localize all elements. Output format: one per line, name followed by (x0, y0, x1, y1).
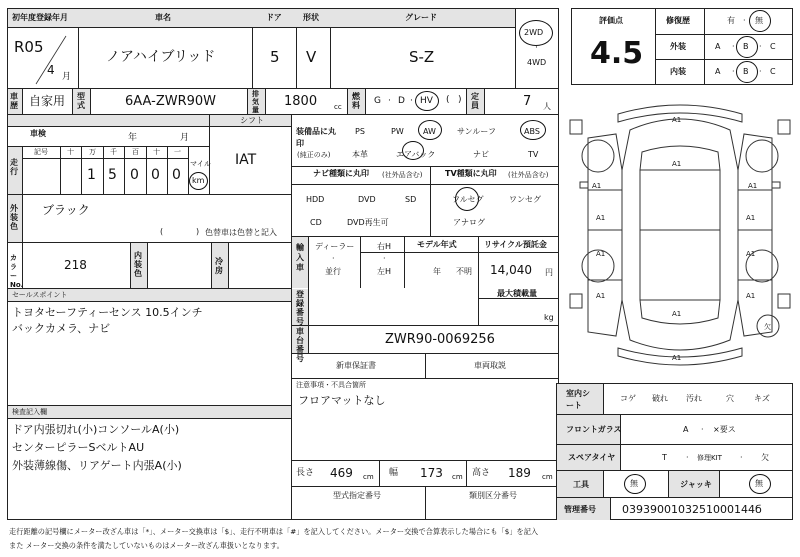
model-label: 型式 (77, 92, 85, 110)
mark-right-door-1: A1 (746, 214, 756, 222)
score-label: 評価点 (599, 16, 623, 25)
chassis-value: ZWR90-0069256 (385, 332, 495, 347)
fuel-paren-close: ) (458, 95, 462, 105)
interior-sheet-item-2: 汚れ (686, 394, 702, 403)
width-label: 幅 (389, 468, 399, 478)
exterior-dot-1: · (732, 42, 735, 51)
equipment-sublabel: (純正のみ) (297, 151, 331, 159)
recycle-yen: 円 (545, 268, 553, 277)
interior-a: A (715, 67, 721, 76)
mileage-header-1: 万 (89, 148, 96, 156)
door-value: 5 (270, 48, 280, 66)
interior-sheet-item-1: 破れ (652, 394, 668, 403)
manual-label: 車両取説 (474, 361, 506, 370)
type-label: 型式指定番号 (333, 491, 381, 500)
mark-left-rear: A1 (596, 292, 606, 300)
mileage-digit-0: 1 (87, 167, 96, 183)
displacement-value: 1800 (284, 94, 318, 109)
shape-value: V (306, 48, 317, 66)
mark-left-front: A1 (592, 182, 602, 190)
mark-right-door-2: A1 (746, 250, 756, 258)
windshield-a: A (683, 425, 689, 434)
first-reg-era-year: R05 (14, 38, 44, 56)
sales-line-1: トヨタセーフティーセンス 10.5インチ (12, 306, 203, 319)
mileage-digit-1: 5 (108, 167, 117, 183)
jack-label: ジャッキ (680, 480, 712, 489)
mileage-header-2: 千 (110, 148, 117, 156)
car-name-value: ノアハイブリッド (106, 49, 216, 65)
nav-label: ナビ種類に丸印 (313, 169, 369, 178)
shape-label: 形状 (303, 13, 319, 22)
capacity-unit: 人 (543, 102, 551, 111)
mileage-digit-4: 0 (172, 167, 181, 183)
tools-label: 工具 (573, 480, 589, 489)
footer-line-1: 走行距離の記号欄にメーター改ざん車は「*」、メーター交換車は「$」、走行不明車は「#」を記入してください。メーター交換で合算表示した場合にも「$」を記入 (9, 527, 539, 536)
inspection-label: 車検 (30, 129, 46, 138)
fuel-hv: HV (420, 96, 433, 106)
mgmt-value: 0393900103251000144б (622, 503, 762, 516)
fuel-label: 燃料 (352, 92, 360, 110)
import-right-h: 右H (377, 242, 392, 251)
fuel-dot-1: · (388, 96, 391, 106)
equip-leather: 本革 (352, 150, 368, 159)
model-value: 6AA-ZWR90W (125, 94, 217, 109)
windshield-label: フロントガラス (566, 425, 622, 434)
mileage-digit-2: 0 (130, 167, 139, 183)
import-dealer: ディーラー (315, 242, 355, 251)
inspector-line-2: センターピラーSベルトAU (12, 441, 145, 454)
spare-kit: 修理KIT (697, 454, 722, 462)
shift-label: シフト (240, 116, 264, 125)
mark-rear-gate: A1 (672, 310, 682, 318)
drive-4wd: 4WD (527, 58, 547, 67)
height-unit: cm (542, 473, 553, 481)
color-note: 色替車は色替と記入 (205, 228, 277, 237)
mark-right-rear: A1 (746, 292, 756, 300)
equip-aw: AW (423, 127, 436, 136)
repair-yes: 有 (727, 16, 735, 25)
mile-label: マイル (190, 160, 211, 168)
exterior-a: A (715, 42, 721, 51)
import-left-h: 左H (377, 267, 392, 276)
width-unit: cm (452, 473, 463, 481)
windshield-dot: · (701, 425, 704, 434)
interior-sheet-label: 室内シート (566, 389, 590, 410)
drive-2wd: 2WD (524, 28, 544, 37)
usage-label: 車歴 (10, 92, 18, 110)
jack-value: 無 (755, 479, 763, 488)
inspector-label: 検査記入欄 (12, 408, 47, 416)
nav-cd: CD (310, 218, 322, 227)
mileage-header-4: 十 (153, 148, 160, 156)
drive-dot: · (535, 43, 538, 53)
km-label: km (192, 176, 205, 185)
spare-dot-1: · (686, 453, 689, 462)
fuel-d: D (398, 96, 405, 106)
tv-note: (社外品含む) (508, 171, 549, 179)
mark-hood: A1 (672, 160, 682, 168)
height-label: 高さ (472, 468, 491, 478)
nav-dvd: DVD (358, 195, 376, 204)
mark-missing: 欠 (764, 323, 771, 331)
width-value: 173 (420, 466, 443, 480)
interior-sheet-item-4: キズ (754, 394, 770, 403)
model-year-label: モデル年式 (417, 240, 457, 249)
nav-dvd-play: DVD再生可 (347, 218, 389, 227)
capacity-label: 定員 (471, 92, 479, 110)
equip-airbag-circle (402, 141, 424, 160)
model-year-unknown: 不明 (456, 267, 472, 276)
import-parallel: 並行 (325, 267, 341, 276)
exterior-dot-2: · (759, 42, 762, 51)
color-paren-open: ( (160, 227, 164, 236)
interior-sheet-item-0: コゲ (620, 394, 636, 403)
first-reg-month-num: 4 (47, 63, 55, 77)
interior-color-label: 内装色 (134, 251, 142, 278)
nav-note: (社外品含む) (382, 171, 423, 179)
repair-label: 修復歴 (666, 16, 690, 25)
inspector-line-3: 外装薄線傷、リアゲート内張A(小) (12, 459, 182, 472)
color-value: ブラック (42, 203, 90, 217)
mileage-header-0: 十 (67, 148, 74, 156)
length-label: 長さ (296, 468, 315, 478)
mark-left-door-2: A1 (596, 250, 606, 258)
import-dot-2: · (383, 254, 386, 263)
first-reg-label: 初年度登録年月 (12, 13, 68, 22)
nav-sd: SD (405, 195, 417, 204)
mileage-header-3: 百 (132, 148, 139, 156)
equip-tv: TV (528, 150, 539, 159)
capacity-value: 7 (523, 94, 532, 109)
mark-left-door-1: A1 (596, 214, 606, 222)
door-label: ドア (266, 13, 282, 22)
equip-sunroof: サンルーフ (457, 127, 496, 136)
interior-dot-2: · (759, 67, 762, 76)
color-paren-close: ) (196, 227, 200, 236)
exterior-label: 外装 (670, 42, 686, 51)
color-code-value: 218 (64, 258, 87, 272)
equip-navi: ナビ (473, 150, 489, 159)
caution-label: 注意事項・不具合箇所 (296, 381, 366, 389)
tv-label: TV種類に丸印 (445, 169, 497, 178)
spare-label: スペアタイヤ (568, 453, 616, 462)
mgmt-label: 管理番号 (564, 505, 596, 514)
car-damage-diagram (560, 90, 800, 380)
interior-b: B (743, 67, 749, 76)
tv-oneseg: ワンセグ (509, 195, 541, 204)
interior-sheet-item-3: 穴 (726, 394, 734, 403)
color-label: 外装色 (10, 204, 18, 231)
windshield-replace: ×要ス (713, 425, 736, 434)
recycle-label: リサイクル預託金 (484, 240, 547, 249)
equip-abs: ABS (524, 127, 540, 136)
score-value: 4.5 (590, 36, 644, 71)
shift-value: IAT (235, 152, 257, 168)
mileage-header-5: 一 (174, 148, 181, 156)
caution-value: フロアマットなし (298, 394, 386, 407)
inspection-year-unit: 年 (128, 133, 138, 143)
sales-points-label: セールスポイント (12, 291, 68, 299)
repair-no: 無 (755, 16, 763, 25)
import-dot-1: · (332, 254, 335, 263)
tv-analog: アナログ (453, 218, 485, 227)
mark-front-bumper: A1 (672, 116, 682, 124)
car-name-label: 車名 (155, 13, 171, 22)
usage-value: 自家用 (29, 94, 66, 108)
regist-label: 登録番号 (296, 290, 304, 326)
interior-c: C (770, 67, 776, 76)
repair-dot: · (743, 16, 746, 25)
tools-value: 無 (630, 479, 638, 488)
nav-hdd: HDD (306, 195, 325, 204)
model-year-unit: 年 (433, 267, 441, 276)
max-load-kg: kg (544, 313, 554, 322)
inspection-month-unit: 月 (180, 133, 190, 143)
exterior-c: C (770, 42, 776, 51)
spare-t: T (662, 453, 667, 462)
tv-fullseg: フルセグ (452, 195, 484, 204)
recycle-value: 14,040 (490, 263, 532, 277)
spare-dot-2: · (740, 453, 743, 462)
chassis-label: 車台番号 (296, 327, 304, 363)
mark-rear-bumper: A1 (672, 354, 682, 362)
ac-label: 冷房 (215, 257, 223, 275)
max-load-label: 最大積載量 (497, 289, 537, 298)
height-value: 189 (508, 466, 531, 480)
color-code-label: カラーNo. (10, 254, 24, 289)
length-value: 469 (330, 466, 353, 480)
mileage-symbol-label: 記号 (34, 148, 48, 156)
fuel-paren-open: ( (446, 95, 450, 105)
grade-label: グレード (405, 13, 437, 22)
exterior-b: B (743, 42, 749, 51)
equipment-label: 装備品に丸印 (296, 127, 336, 148)
sales-line-2: バックカメラ、ナビ (12, 322, 111, 335)
first-reg-month-unit: 月 (62, 72, 72, 82)
equip-airbag: エアバック (396, 150, 436, 159)
mileage-label: 走行 (10, 158, 18, 176)
mark-right-front: A1 (748, 182, 758, 190)
fuel-dot-2: · (410, 96, 413, 106)
inspector-line-1: ドア内張切れ(小)コンソールA(小) (12, 423, 180, 436)
equip-pw: PW (391, 127, 404, 136)
displacement-label: 排気量 (252, 90, 259, 114)
import-label: 輸入車 (296, 243, 304, 272)
equip-ps: PS (355, 127, 365, 136)
mileage-digit-3: 0 (151, 167, 160, 183)
footer-line-2: また メーター交換の条件を満たしていないものはメーター改ざん車扱いとなります。 (9, 541, 284, 550)
warranty-label: 新車保証書 (336, 361, 376, 370)
length-unit: cm (363, 473, 374, 481)
grade-value: S-Z (409, 48, 435, 66)
spare-missing: 欠 (761, 453, 769, 462)
class-label: 類別区分番号 (469, 491, 517, 500)
interior-label: 内装 (670, 67, 686, 76)
fuel-g: G (374, 96, 381, 106)
interior-dot-1: · (732, 67, 735, 76)
displacement-unit: cc (334, 103, 342, 111)
